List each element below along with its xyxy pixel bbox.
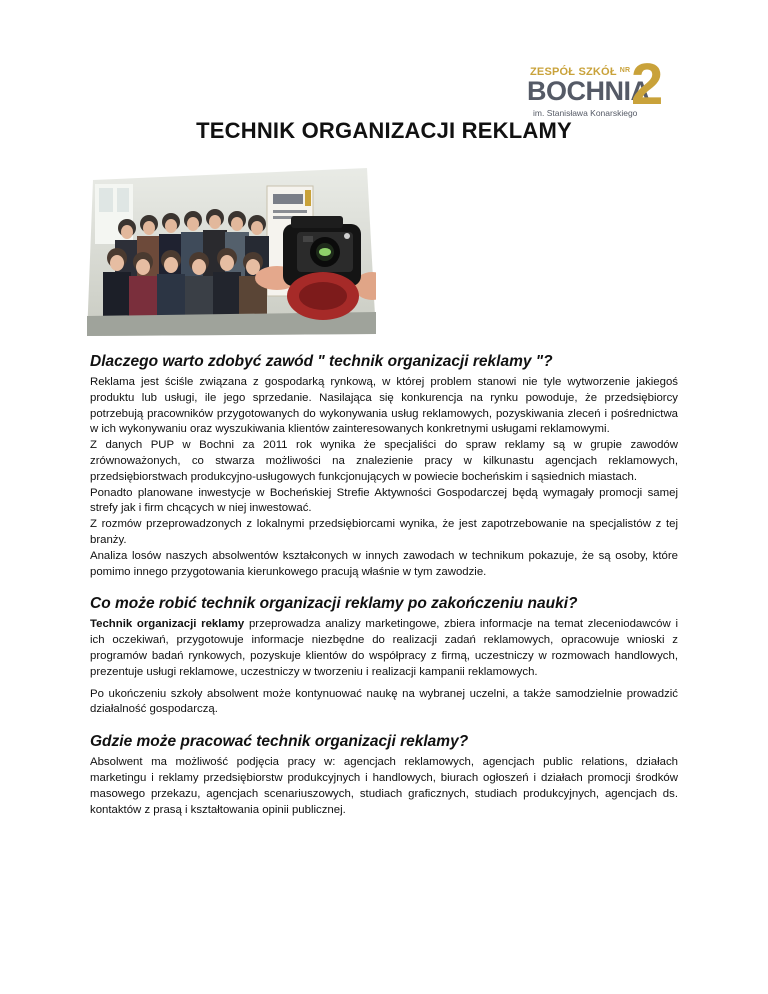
paragraph: Absolwent ma możliwość podjęcia pracy w: agencjach reklamowych, agencjach public relations, działach marketingu i reklamy przedsiębiorstw produkcyjnych i handlowych, biurach ogłoszeń i działach promocji środków masowego przekazu, agencjach scenariuszowych, studiach graficznych, studiach produkcyjnych, agencjach ds. kontaktów z prasą i kształtowania opinii publicznej. — [90, 756, 678, 816]
paragraph-lead-bold: Technik organizacji reklamy — [90, 618, 245, 631]
paragraph-text: przeprowadza analizy marketingowe, zbiera informacje na temat zleceniodawców i ich oczekiwań, przygotowuje informacje niezbędne do realizacji zadań reklamowych, opracowuje wnioski z programów badań rynkowych, pozyskuje klientów do współpracy z firmą, uczestniczy w rozmowach handlowych, prezentuje usługi reklamowe, uczestniczy w tworzeniu i realizacji kampanii reklamowych. — [90, 618, 679, 678]
section-heading-after-school: Co może robić technik organizacji reklamy po zakończeniu nauki? — [90, 595, 578, 613]
article-body — [90, 352, 678, 818]
logo-number: 2 — [631, 52, 664, 117]
logo-city: BOCHNIA — [527, 76, 650, 106]
paragraph: Analiza losów naszych absolwentów kształconych w innych zawodach w technikum pokazuje, że są osoby, które pomimo innego przygotowania kierunkowego pracują właśnie w tym zawodzie. — [90, 549, 678, 578]
paragraph: Reklama jest ściśle związana z gospodarką rynkową, w której problem stanowi nie tyle wytworzenie jakiegoś produktu lub usługi, ile jego sprzedanie. Nasilająca się konkurencja na rynku powoduje, że przedsiębiorcy potrzebują pracowników przygotowanych do wykonywania usług reklamowych, pozyskiwania zleceń i pośrednictwa w ich wykonywaniu oraz wyszukiwania klientów zainteresowanych konkretnymi usługami reklamowymi. — [90, 376, 678, 436]
paragraph — [90, 617, 678, 680]
section-heading-why: Dlaczego warto zdobyć zawód " technik organizacji reklamy "? — [90, 353, 553, 370]
page-title: TECHNIK ORGANIZACJI REKLAMY — [196, 118, 572, 143]
paragraph: Z danych PUP w Bochni za 2011 rok wynika że specjaliści do spraw reklamy są w grupie zawodów zrównoważonych, co stwarza możliwości na znalezienie pracy w kilkunastu agencjach reklamowych, przedsiębiorstwach produkcyjno-usługowych funkcjonujących w powiecie bocheńskim i sąsiednich miastach. — [90, 439, 678, 483]
logo-school-name: ZESPÓŁ SZKÓŁ $^{NR}$ — [530, 66, 631, 78]
paragraph: Z rozmów przeprowadzonych z lokalnymi przedsiębiorcami wynika, że jest zapotrzebowanie na specjalistów z tej branży. — [90, 518, 678, 546]
logo-nr: NR — [619, 67, 631, 74]
paragraph: Ponadto planowane inwestycje w Bocheńskiej Strefie Aktywności Gospodarczej będą wymagały promocji samej strefy jak i firm chcących w niej inwestować. — [90, 486, 678, 515]
logo-subtitle: im. Stanisława Konarskiego — [533, 108, 638, 118]
section-heading-where-work: Gdzie może pracować technik organizacji reklamy? — [90, 733, 469, 751]
paragraph: Po ukończeniu szkoły absolwent może kontynuować naukę na wybranej uczelni, a także samodzielnie prowadzić działalność gospodarczą. — [90, 687, 678, 716]
school-logo — [527, 52, 669, 122]
group-photo — [87, 166, 376, 336]
